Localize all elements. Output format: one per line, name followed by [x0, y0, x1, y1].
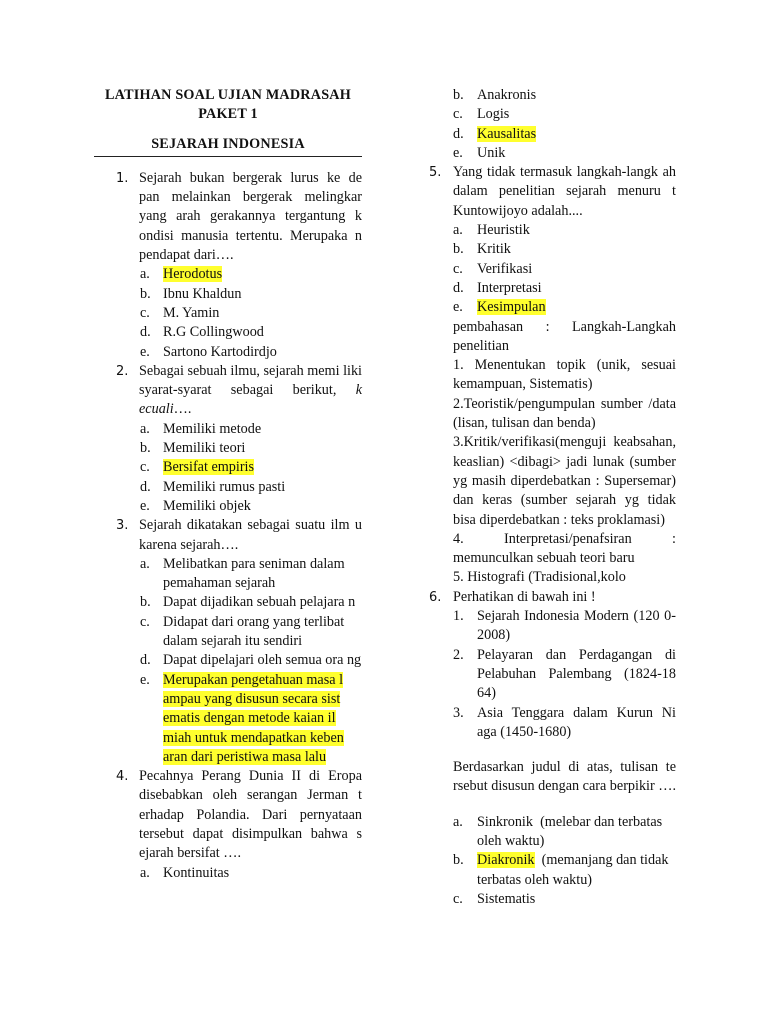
option-letter: b. [453, 852, 464, 869]
option-text: Memiliki metode [163, 420, 262, 437]
spacer [429, 742, 676, 758]
option-text: Dapat dijadikan sebuah pelajara n [163, 594, 356, 611]
option-letter: d. [453, 125, 464, 142]
option-1d[interactable] [94, 323, 362, 342]
option-text: Heuristik [477, 222, 530, 239]
option-text: Kesimpulan [477, 299, 546, 316]
option-text: Anakronis [477, 87, 537, 103]
option-3e[interactable] [94, 671, 362, 767]
option-text: Kontinuitas [163, 864, 230, 881]
question-text: Pecahnya Perang Dunia II di Eropa disebabkan oleh serangan Jerman t erhadap Polandia. Dari pernyataan tersebut dapat disimpulkan bahwa s ejarah bersifat …. [139, 768, 362, 862]
option-note: (melebar dan terbatas oleh waktu) [477, 813, 663, 849]
question-5 [429, 163, 676, 221]
option-4c[interactable] [429, 105, 676, 124]
option-text: Memiliki objek [163, 497, 251, 514]
discussion-line: 5. Histografi (Tradisional,kolo [453, 569, 626, 586]
option-letter: d. [140, 478, 151, 495]
option-letter: b. [453, 87, 464, 103]
option-text: Ibnu Khaldun [163, 285, 242, 302]
option-text: Unik [477, 144, 506, 161]
left-column [94, 86, 362, 883]
list-item [429, 646, 676, 704]
option-5c[interactable] [429, 260, 676, 279]
option-text: Logis [477, 106, 510, 123]
list-text: Sejarah Indonesia Modern (120 0-2008) [477, 608, 676, 644]
question-number: 5. [429, 165, 442, 181]
option-3b[interactable] [94, 593, 362, 612]
option-letter: e. [140, 497, 150, 514]
option-6a[interactable] [429, 813, 676, 852]
option-text: Verifikasi [477, 260, 533, 277]
option-2c[interactable] [94, 458, 362, 477]
discussion-line: 1. Menentukan topik (unik, sesuai kemampuan, Sistematis) [453, 357, 676, 393]
option-5e[interactable] [429, 298, 676, 317]
discussion-line: 2.Teoristik/pengumpulan sumber /data (lisan, tulisan dan benda) [453, 395, 676, 432]
question-text: Sejarah dikatakan sebagai suatu ilm u karena sejarah…. [139, 517, 362, 553]
option-1a[interactable] [94, 265, 362, 284]
option-text: Didapat dari orang yang terlibat dalam sejarah itu sendiri [163, 613, 345, 650]
option-letter: b. [453, 241, 464, 258]
option-3a[interactable] [94, 555, 362, 594]
question-text-italic: k ecuali [139, 382, 362, 418]
list-item [429, 607, 676, 646]
option-text: Sinkronik [477, 813, 533, 830]
option-6b[interactable] [429, 851, 676, 890]
question-text: Sebagai sebuah ilmu, sejarah memi liki syarat-syarat sebagai berikut, [139, 362, 363, 399]
question-3 [94, 516, 362, 555]
discussion-line: 3.Kritik/verifikasi(menguji keabsahan, keaslian) <dibagi> jadi lunak (sumber yg masih diperdebatkan : Supersemar) dan keras (sumber sejarah yg tidak bisa diperdebatkan : teks proklamasi) [453, 434, 676, 528]
question-number: 1. [116, 170, 129, 186]
list-text: Asia Tenggara dalam Kurun Ni aga (1450-1680) [477, 704, 676, 740]
question-number: 4. [116, 769, 129, 785]
exam-subject: SEJARAH INDONESIA [94, 135, 362, 157]
option-text: Kausalitas [477, 125, 537, 142]
question-prompt: Berdasarkan judul di atas, tulisan te rsebut disusun dengan cara berpikir …. [453, 759, 676, 795]
option-letter: c. [453, 106, 463, 123]
exam-title: LATIHAN SOAL UJIAN MADRASAH [105, 87, 351, 103]
option-1b[interactable] [94, 285, 362, 304]
question-6 [429, 588, 676, 607]
option-letter: b. [140, 440, 151, 457]
option-letter: e. [453, 299, 463, 316]
option-text: Dapat dipelajari oleh semua ora ng [163, 652, 362, 669]
question-4 [94, 767, 362, 863]
option-letter: c. [453, 890, 463, 907]
option-4a[interactable] [94, 864, 362, 883]
question-1 [94, 169, 362, 265]
option-letter: d. [140, 324, 151, 341]
option-letter: a. [453, 813, 463, 830]
option-letter: a. [453, 222, 463, 239]
option-text: Interpretasi [477, 279, 542, 296]
option-letter: e. [453, 144, 463, 161]
option-letter: a. [140, 420, 150, 437]
option-letter: c. [140, 613, 150, 630]
question-number: 3. [116, 518, 129, 534]
question-text: Sejarah bukan bergerak lurus ke de pan melainkan bergerak melingkar yang arah gerakannya tergantung k ondisi manusia tertentu. Merupaka n pendapat dari…. [139, 169, 362, 264]
option-2d[interactable] [94, 478, 362, 497]
option-2a[interactable] [94, 420, 362, 439]
option-letter: c. [140, 459, 150, 476]
option-text: R.G Collingwood [163, 324, 264, 341]
option-text: Herodotus [163, 266, 223, 283]
right-column [429, 86, 676, 909]
option-3d[interactable] [94, 651, 362, 670]
option-letter: d. [140, 652, 151, 669]
option-letter: c. [140, 304, 150, 321]
option-letter: b. [140, 285, 151, 302]
option-text: Sistematis [477, 890, 536, 907]
option-text: Diakronik [477, 852, 535, 869]
option-text: Sartono Kartodirdjo [163, 343, 277, 360]
option-4b[interactable] [429, 86, 676, 105]
option-text: M. Yamin [163, 304, 220, 321]
question-text: Perhatikan di bawah ini ! [453, 588, 596, 605]
spacer [429, 797, 676, 813]
list-number: 3. [453, 704, 464, 721]
option-text: Memiliki rumus pasti [163, 478, 286, 495]
option-5a[interactable] [429, 221, 676, 240]
option-6c[interactable] [429, 890, 676, 909]
discussion-heading: pembahasan : Langkah-Langkah penelitian [453, 318, 676, 354]
discussion-line: 4. Interpretasi/penafsiran : memunculkan sebuah teori baru [453, 530, 676, 567]
option-2b[interactable] [94, 439, 362, 458]
option-4d[interactable] [429, 125, 676, 144]
list-number: 1. [453, 608, 464, 625]
option-letter: a. [140, 266, 150, 283]
option-text: Kritik [477, 241, 511, 258]
list-number: 2. [453, 646, 464, 663]
option-5d[interactable] [429, 279, 676, 298]
option-letter: e. [140, 671, 150, 688]
option-text: Memiliki teori [163, 440, 246, 457]
option-letter: a. [140, 555, 150, 572]
option-letter: e. [140, 343, 150, 360]
list-item [429, 704, 676, 743]
option-4e[interactable] [429, 144, 676, 163]
option-note: (memanjang dan tidak terbatas oleh waktu) [477, 852, 669, 888]
option-text: Bersifat empiris [163, 459, 255, 476]
question-number: 2. [116, 363, 129, 379]
option-1e[interactable] [94, 343, 362, 362]
option-1c[interactable] [94, 304, 362, 323]
question-number: 6. [429, 589, 442, 605]
option-5b[interactable] [429, 240, 676, 259]
question-text-end: …. [173, 401, 192, 418]
option-letter: c. [453, 260, 463, 277]
option-text: Merupakan pengetahuan masa l ampau yang disusun secara sist ematis dengan metode kaian il miah untuk mendapatkan keben aran dari peristiwa masa lalu [163, 671, 344, 765]
exam-package: PAKET 1 [198, 106, 258, 123]
option-text: Melibatkan para seniman dalam pemahaman sejarah [163, 555, 345, 592]
question-2 [94, 362, 362, 420]
option-2e[interactable] [94, 497, 362, 516]
question-text: Yang tidak termasuk langkah-langk ah dalam penelitian sejarah menuru t Kuntowijoyo adalah.... [453, 164, 676, 219]
list-text: Pelayaran dan Perdagangan di Pelabuhan Palembang (1824-18 64) [477, 646, 676, 702]
option-letter: a. [140, 864, 150, 881]
option-letter: d. [453, 279, 464, 296]
option-letter: b. [140, 594, 151, 611]
option-3c[interactable] [94, 613, 362, 652]
